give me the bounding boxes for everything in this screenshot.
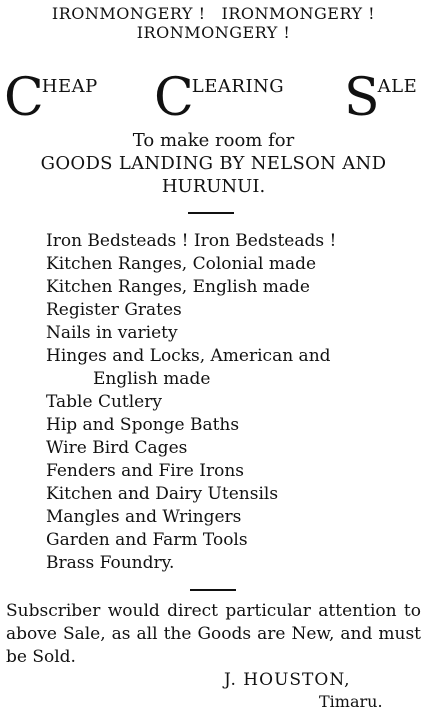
subtitle-line-1: To make room for: [132, 130, 295, 151]
header-word: IRONMONGERY !: [221, 4, 376, 23]
closing-paragraph: Subscriber would direct particular attention to above Sale, as all the Goods are New, and must be Sold.: [6, 601, 421, 667]
list-item: Nails in variety: [46, 323, 178, 343]
list-item: Garden and Farm Tools: [46, 530, 248, 550]
header-line-2: IRONMONGERY !: [136, 23, 291, 42]
drop-initial: C: [4, 68, 44, 128]
list-item: Table Cutlery: [46, 392, 162, 412]
list-item: Hinges and Locks, American and: [46, 346, 331, 366]
headline-word-rest: ALE: [377, 76, 418, 97]
signature-place: Timaru.: [319, 692, 383, 711]
divider-rule: [188, 212, 234, 214]
list-item: Kitchen Ranges, English made: [46, 277, 310, 297]
header-line-1: [0, 4, 427, 23]
headline-word-clearing: [154, 68, 285, 128]
subtitle-line-3: HURUNUI.: [161, 176, 266, 197]
signature-name: J. HOUSTON,: [224, 670, 351, 690]
header-word: IRONMONGERY !: [51, 4, 206, 23]
list-item: Brass Foundry.: [46, 553, 175, 573]
headline: [4, 68, 423, 128]
list-item: Hip and Sponge Baths: [46, 415, 240, 435]
subtitle-line-2: GOODS LANDING BY NELSON AND: [40, 153, 387, 174]
headline-word-sale: [344, 68, 418, 128]
list-item: Register Grates: [46, 300, 182, 320]
headline-word-rest: HEAP: [41, 76, 98, 97]
list-item: Kitchen Ranges, Colonial made: [46, 254, 317, 274]
list-item: Kitchen and Dairy Utensils: [46, 484, 279, 504]
list-item: Wire Bird Cages: [46, 438, 188, 458]
drop-initial: C: [154, 68, 194, 128]
list-item: Iron Bedsteads ! Iron Bedsteads !: [46, 231, 337, 251]
list-item: Mangles and Wringers: [46, 507, 242, 527]
item-list: [46, 230, 416, 575]
divider-rule: [190, 589, 236, 591]
list-item: Fenders and Fire Irons: [46, 461, 245, 481]
list-item-continuation: English made: [93, 369, 211, 389]
headline-word-cheap: [4, 68, 98, 128]
drop-initial: S: [344, 68, 380, 128]
headline-word-rest: LEARING: [191, 76, 285, 97]
